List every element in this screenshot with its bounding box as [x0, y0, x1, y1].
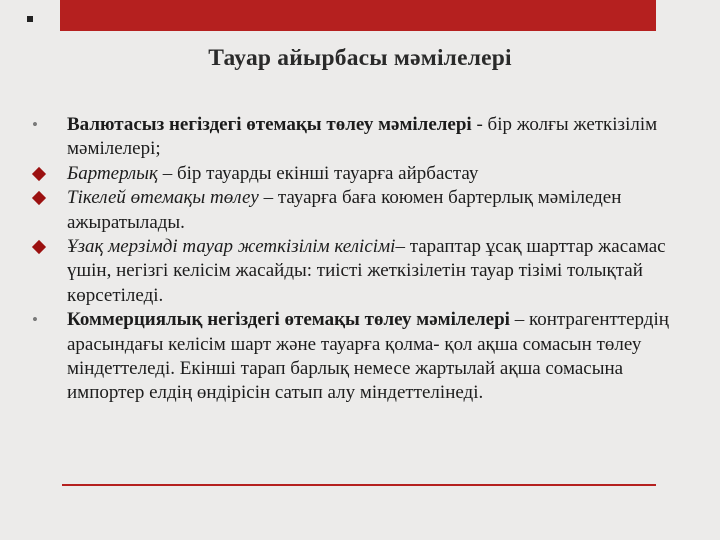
- item-description: – контрагенттердің арасындағы келісім шарт және тауарға қолма- қол ақша сомасын төлеу міндеттеледі. Екінші тарап барлық немесе жартылай ақша сомасына импортер елдің өндірісін сатып алу міндеттелінеді.: [67, 309, 669, 404]
- item-description: – тауарға баға коюмен бартерлық мәміледен ажыратылады.: [67, 187, 622, 233]
- slide-content: [30, 113, 705, 406]
- item-term: Валютасыз негіздегі өтемақы төлеу мәмілелері: [67, 114, 472, 135]
- corner-square-icon: [27, 16, 33, 22]
- diamond-bullet-icon: [32, 240, 46, 254]
- diamond-bullet-icon: [32, 167, 46, 181]
- list-item-direct-compensation: [30, 186, 705, 235]
- bullet-icon: •: [32, 115, 38, 134]
- bullet-icon: •: [32, 310, 38, 330]
- diamond-bullet-icon: [32, 191, 46, 205]
- item-term: Коммерциялық негіздегі өтемақы төлеу мәмілелері: [67, 309, 510, 331]
- item-description: – тараптар ұсақ шарттар жасамас үшін, негізгі келісім жасайды: тиісті жеткізілетін тауар тізімі толықтай көрсетіледі.: [67, 236, 666, 306]
- list-item-long-term-agreement: [30, 235, 705, 308]
- item-term: Бартерлық: [67, 162, 158, 184]
- item-term: Ұзақ мерзімді тауар жеткізілім келісімі: [67, 236, 396, 258]
- bottom-divider: [62, 484, 656, 486]
- item-term: Тікелей өтемақы төлеу: [67, 187, 259, 209]
- item-description: – бір тауарды екінші тауарға айрбастау: [157, 162, 479, 184]
- item-description: - бір жолғы жеткізілім мәмілелері;: [67, 114, 658, 160]
- slide-title: Тауар айырбасы мәмілелері: [208, 45, 512, 71]
- list-item-barterless: [30, 113, 705, 162]
- list-item-barter: [30, 162, 705, 186]
- list-item-commercial: [30, 308, 705, 406]
- top-accent-bar: [60, 0, 656, 31]
